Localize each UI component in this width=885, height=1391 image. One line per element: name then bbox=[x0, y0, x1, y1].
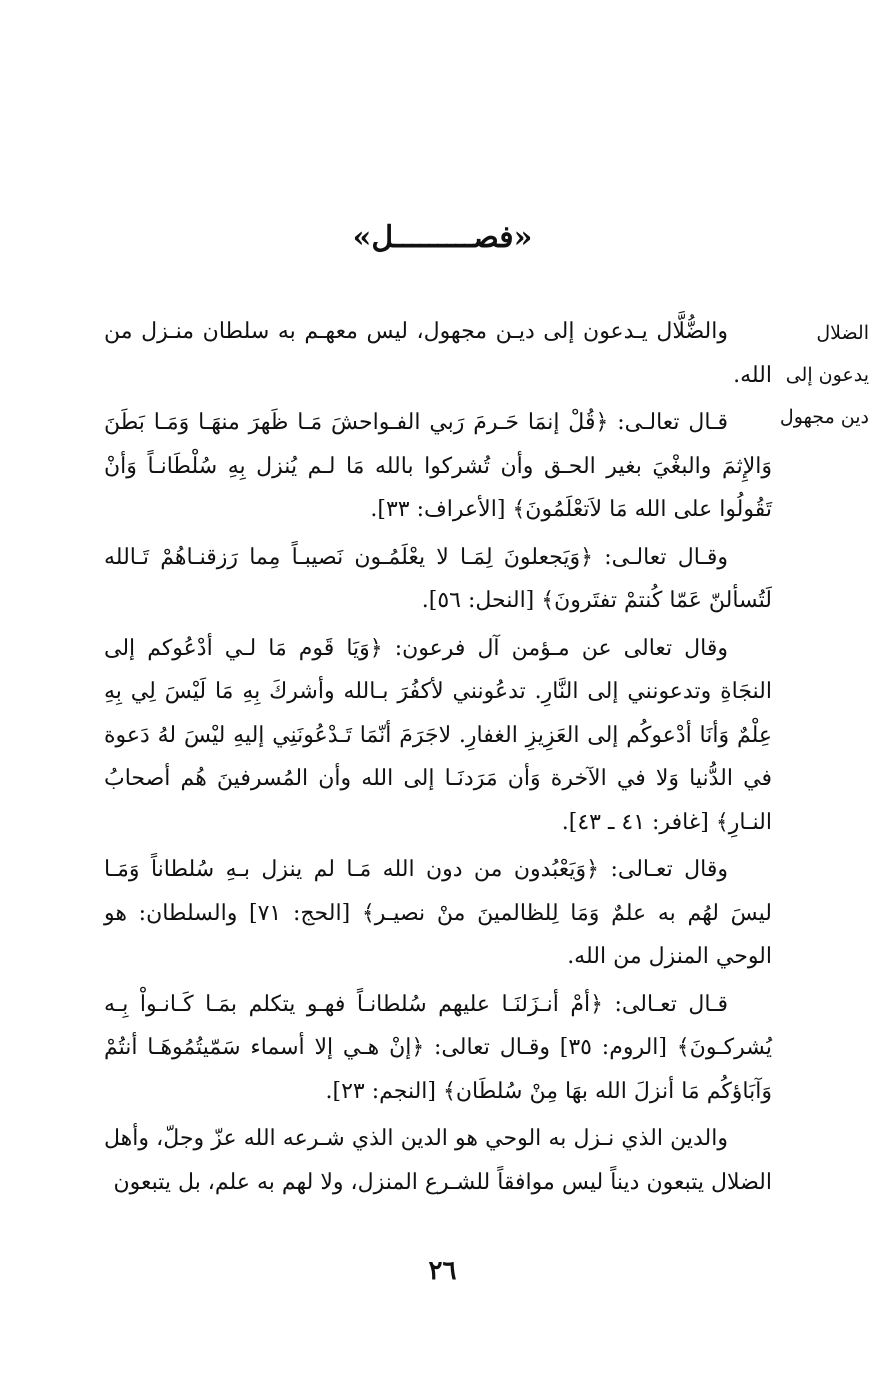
margin-note-line: الضلال bbox=[816, 322, 869, 344]
paragraph: وقـال تعالـى: ﴿وَيَجعلونَ لِمَـا لا يعْلَمُـون نَصيبـاً مِما رَزقنـاهُمْ تَـالله لَتُسألنّ عَمّا كُنتمْ تفتَرونَ﴾ [النحل: ٥٦]. bbox=[104, 544, 772, 613]
paragraph: والدين الذي نـزل به الوحي هو الدين الذي شـرعه الله عزّ وجلّ، وأهل الضلال يتبعون ديناً ليس موافقاً للشـرع المنزل، ولا لهم به علم، بل يتبعون bbox=[104, 1126, 772, 1195]
section-heading: «فصـــــــــل» bbox=[352, 220, 533, 255]
body-text bbox=[104, 310, 772, 1208]
paragraph: وقال تعـالى: ﴿وَيَعْبُدون من دون الله مَـا لم ينزل بـهِ سُلطاناً وَمَـا ليسَ لهُم به علمٌ وَمَا لِلظالمينَ منْ نصيـر﴾ [الحج: ٧١] والسلطان: هو الوحي المنزل من الله. bbox=[104, 857, 773, 969]
paragraph: وقال تعالى عن مـؤمن آل فرعون: ﴿وَيَا قَوم مَا لـي أدْعُوكم إلى النجَاةِ وتدعونني إلى النَّارِ. تدعُونني لأكفُرَ بـالله وأشركَ بِهِ مَا لَيْسَ لِي بِهِ عِلْمٌ وَأنَا أدْعوكُم إلى العَزِيزِ الغفارِ. لاجَرَمَ أنّمَا تَـدْعُونَنِي إليهِ ليْسَ لهُ دَعوة في الدُّنيا وَلا في الآخرة وَأن مَرَدنَـا إلى الله وأن المُسرفينَ هُم أصحابُ النـارِ﴾ [غافر: ٤١ ـ ٤٣]. bbox=[104, 635, 772, 835]
page-number: ٢٦ bbox=[428, 1256, 457, 1286]
paragraph: والضُّلَّال يـدعون إلى ديـن مجهول، ليس معهـم به سلطان منـزل من الله. bbox=[104, 319, 772, 388]
margin-note-line: يدعون إلى bbox=[785, 364, 869, 386]
paragraph: قـال تعالـى: ﴿قُلْ إنمَا حَـرمَ رَبي الفـواحشَ مَـا ظَهرَ منهَـا وَمَـا بَطَنَ وَالإِثمَ والبغْيَ بغير الحـق وأن تُشركوا بالله مَا لـم يُنزل بِهِ سُلْطَانـاً وَأنْ تَقُولُوا على الله مَا لاَتعْلَمُونَ﴾ [الأعراف: ٣٣]. bbox=[104, 410, 772, 522]
margin-note bbox=[777, 312, 869, 438]
paragraph: قـال تعـالى: ﴿أمْ أنـزَلنَـا عليهم سُلطانـاً فهـو يتكلم بمَـا كَـانـواْ بِـه يُشركـونَ﴾ [الروم: ٣٥] وقـال تعالى: ﴿إنْ هـي إلا أسماء سَمّيتُمُوهَـا أنتُمْ وَآبَاؤكُم مَا أنزلَ الله بهَا مِنْ سُلطَان﴾ [النجم: ٢٣]. bbox=[104, 991, 772, 1104]
margin-note-line: دين مجهول bbox=[779, 406, 869, 428]
